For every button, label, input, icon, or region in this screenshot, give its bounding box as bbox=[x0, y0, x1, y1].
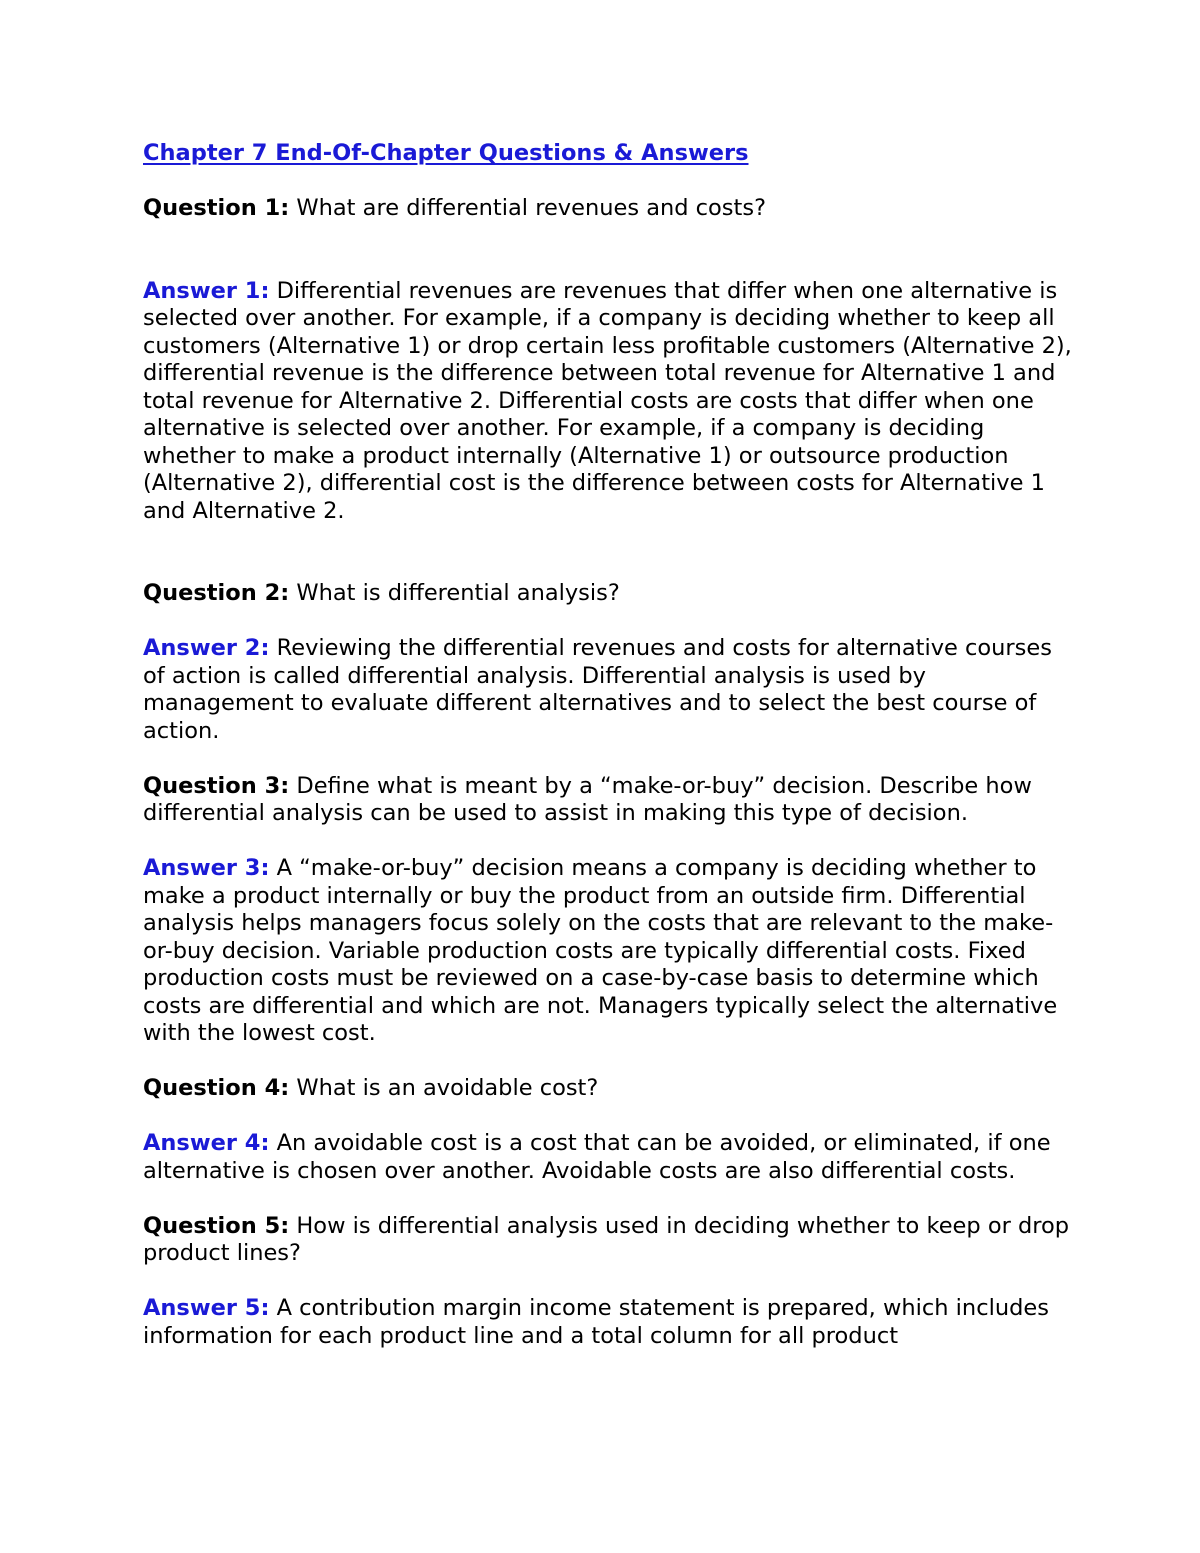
question-label: Question 1: bbox=[143, 195, 290, 221]
document-title[interactable]: Chapter 7 End-Of-Chapter Questions & Answers bbox=[143, 140, 749, 166]
answer-5 bbox=[143, 1295, 1073, 1350]
question-3 bbox=[143, 773, 1073, 828]
question-label: Question 2: bbox=[143, 580, 290, 606]
question-text: Define what is meant by a “make-or-buy” decision. Describe how differential analysis can be used to assist in making this type of decision. bbox=[143, 772, 1032, 826]
answer-1 bbox=[143, 278, 1073, 526]
answer-label: Answer 5: bbox=[143, 1295, 270, 1321]
answer-text: A “make-or-buy” decision means a company is deciding whether to make a product internally or buy the product from an outside firm. Differential analysis helps managers focus solely on the costs that are relevant to the make-or-buy decision. Variable production costs are typically differential costs. Fixed production costs must be reviewed on a case-by-case basis to determine which costs are differential and which are not. Managers typically select the alternative with the lowest cost. bbox=[143, 855, 1058, 1046]
question-5 bbox=[143, 1213, 1073, 1268]
answer-2 bbox=[143, 635, 1073, 745]
question-4 bbox=[143, 1075, 1073, 1103]
question-text: What is an avoidable cost? bbox=[289, 1075, 599, 1101]
answer-label: Answer 4: bbox=[143, 1130, 270, 1156]
answer-label: Answer 1: bbox=[143, 277, 270, 304]
answer-text: A contribution margin income statement is prepared, which includes information for each product line and a total column for all product bbox=[143, 1295, 1049, 1349]
question-text: What are differential revenues and costs? bbox=[289, 195, 767, 221]
question-label: Question 3: bbox=[143, 772, 290, 799]
answer-label: Answer 2: bbox=[143, 635, 270, 661]
question-1 bbox=[143, 195, 1073, 223]
question-2 bbox=[143, 580, 1073, 608]
answer-4 bbox=[143, 1130, 1073, 1185]
question-label: Question 5: bbox=[143, 1212, 290, 1239]
answer-3 bbox=[143, 855, 1073, 1048]
answer-text: Differential revenues are revenues that differ when one alternative is selected over another. For example, if a company is deciding whether to keep all customers (Alternative 1) or drop certain less profitable customers (Alternative 2), differential revenue is the difference between total revenue for Alternative 1 and total revenue for Alternative 2. Differential costs are costs that differ when one alternative is selected over another. For example, if a company is deciding whether to make a product internally (Alternative 1) or outsource production (Alternative 2), differential cost is the difference between costs for Alternative 1 and Alternative 2. bbox=[143, 277, 1072, 524]
question-label: Question 4: bbox=[143, 1075, 290, 1101]
answer-label: Answer 3: bbox=[143, 855, 270, 881]
answer-text: Reviewing the differential revenues and costs for alternative courses of action is called differential analysis. Differential analysis is used by management to evaluate different alternatives and to select the best course of action. bbox=[143, 635, 1052, 744]
answer-text: An avoidable cost is a cost that can be avoided, or eliminated, if one alternative is chosen over another. Avoidable costs are also differential costs. bbox=[143, 1130, 1051, 1184]
document-body bbox=[143, 140, 1073, 1350]
question-text: What is differential analysis? bbox=[289, 580, 620, 606]
question-text: How is differential analysis used in deciding whether to keep or drop product lines? bbox=[143, 1212, 1070, 1266]
